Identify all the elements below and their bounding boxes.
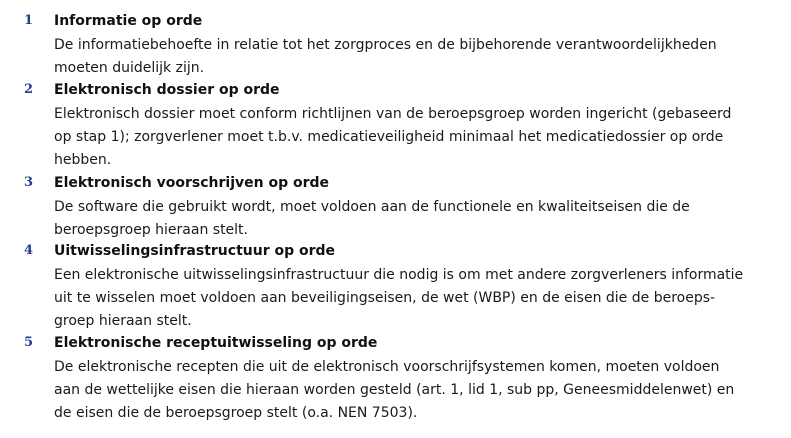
item-text-line: moeten duidelijk zijn. xyxy=(54,60,205,76)
item-title: Elektronisch dossier op orde xyxy=(54,82,280,98)
item-title: Elektronisch voorschrijven op orde xyxy=(54,175,330,191)
item-text-line: op stap 1); zorgverlener moet t.b.v. medicatieveiligheid minimaal het medicatiedossier op orde xyxy=(54,129,724,145)
item-title: Informatie op orde xyxy=(54,13,203,29)
item-number: 3 xyxy=(24,175,34,190)
item-number: 4 xyxy=(24,243,34,258)
item-text-line: hebben. xyxy=(54,152,112,168)
item-text-line: aan de wettelijke eisen die hieraan worden gesteld (art. 1, lid 1, sub pp, Geneesmiddelenwet) en xyxy=(54,382,735,398)
item-text-line: De software die gebruikt wordt, moet voldoen aan de functionele en kwaliteitseisen die de xyxy=(54,199,690,215)
item-title: Elektronische receptuitwisseling op orde xyxy=(54,335,378,351)
item-number: 1 xyxy=(24,13,34,28)
item-text-line: De elektronische recepten die uit de elektronisch voorschrijfsystemen komen, moeten voldoen xyxy=(54,359,720,375)
item-text-line: Een elektronische uitwisselingsinfrastructuur die nodig is om met andere zorgverleners informatie xyxy=(54,267,744,283)
item-text-line: groep hieraan stelt. xyxy=(54,313,192,329)
item-title: Uitwisselingsinfrastructuur op orde xyxy=(54,243,336,259)
item-text-line: Elektronisch dossier moet conform richtlijnen van de beroepsgroep worden ingericht (gebaseerd xyxy=(54,106,732,122)
item-text-line: uit te wisselen moet voldoen aan beveiligingseisen, de wet (WBP) en de eisen die de beroeps- xyxy=(54,290,716,306)
item-number: 5 xyxy=(24,335,34,350)
item-text-line: beroepsgroep hieraan stelt. xyxy=(54,222,248,238)
item-text-line: de eisen die de beroepsgroep stelt (o.a. NEN 7503). xyxy=(54,405,418,421)
item-number: 2 xyxy=(24,82,34,97)
item-text-line: De informatiebehoefte in relatie tot het zorgproces en de bijbehorende verantwoordelijkheden xyxy=(54,37,717,53)
